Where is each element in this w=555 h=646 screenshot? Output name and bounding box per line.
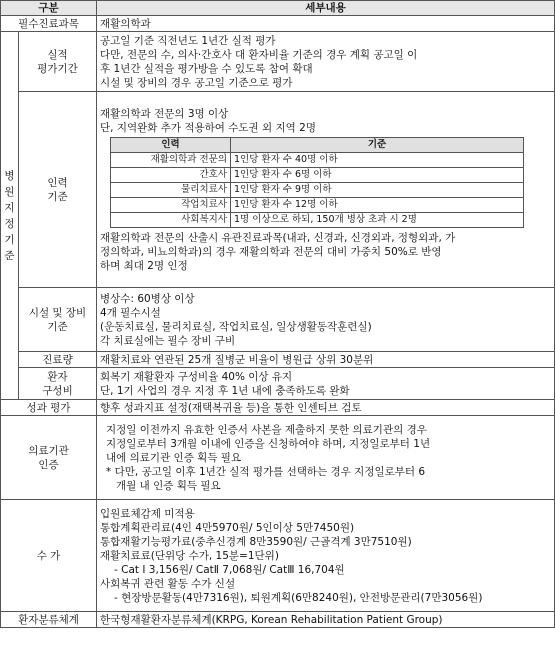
classification-value: 한국형재활환자분류체계(KRPG, Korean Rehabilitation Patient Group): [97, 612, 555, 628]
row-classification: [1, 612, 555, 628]
side-char: 원: [4, 185, 15, 198]
side-char: 정: [4, 217, 15, 230]
row-performance-evaluation: [1, 400, 555, 416]
side-char: 병: [4, 169, 15, 182]
performance-label: 실적 평가기간: [19, 32, 97, 92]
table-row: 간호사 1인당 환자 수 6명 이하: [111, 167, 524, 182]
volume-value: 재활치료와 연관된 25개 질병군 비율이 병원급 상위 30분위: [97, 352, 555, 368]
fees-details: 입원료체감제 미적용 통합계획관리료(4인 4만5970원/ 5인이상 5만7450원) 통합재활기능평가료(중추신경계 8만3590원/ 근골격계 3만7510원) 재활치료료(단위당 수가, 15분=1단위) - Cat Ⅰ 3,156원/ CatⅡ 7,068원/ CatⅢ 16,704원 사회복귀 관련 활동 수가 신설 - 현장방문활동(4만7316원), 퇴원계획(6만8240원), 안전방문관리(7만3056원): [97, 500, 555, 612]
row-fees: [1, 500, 555, 612]
accreditation-details: 지정일 이전까지 유효한 인증서 사본을 제출하지 못한 의료기관의 경우 지정일로부터 3개월 이내에 인증을 신청하여야 하며, 지정일로부터 1년 내에 의료기관 인증 획득 필요 * 다만, 공고일 이후 1년간 실적 평가를 선택하는 경우 지정일로부터 6 개월 내 인증 획득 필요: [97, 416, 555, 500]
staff-details: 재활의학과 전문의 3명 이상 단, 지역완화 추가 적용하여 수도권 외 지역 2명 인력 기준 재활의학과 전문의 1인당 환자 수 40명 이하 간호사 1인당 환자 수 6명 이하 물리치료사 1인당 환자 수 9명 이하 작업치료사 1인당 환자 수 12명 이하 사회복지사 1명 이상으로 하되, 150개 병상 초과 시 2명 재활의학과 전문의 산출시 유관진료과목(내과, 신경과, 신경외과, 정형외과, 가 정의학과, 비뇨의학과)의 경우 재활의학과 전문의 대비 가중치 50%로 반영 하며 최대 2명 인정: [97, 92, 555, 288]
table-row: 재활의학과 전문의 1인당 환자 수 40명 이하: [111, 152, 524, 167]
side-char: 준: [4, 249, 15, 262]
row-treatment-volume: [1, 352, 555, 368]
staff-ratio-table: [110, 137, 524, 228]
sub-header-criteria: 기준: [231, 137, 524, 152]
table-header: [1, 1, 555, 16]
header-category: 구분: [1, 1, 97, 16]
accreditation-label: 의료기관 인증: [1, 416, 97, 500]
table-row: 물리치료사 1인당 환자 수 9명 이하: [111, 182, 524, 197]
hospital-criteria-side-label: [1, 32, 19, 400]
evaluation-label: 성과 평가: [1, 400, 97, 416]
facility-label: 시설 및 장비 기준: [19, 288, 97, 352]
fees-label: 수 가: [1, 500, 97, 612]
sub-header-staff: 인력: [111, 137, 231, 152]
table-row: 작업치료사 1인당 환자 수 12명 이하: [111, 197, 524, 212]
patients-label: 환자 구성비: [19, 368, 97, 400]
row-accreditation: [1, 416, 555, 500]
side-char: 지: [4, 201, 15, 214]
row-staff-criteria: [1, 92, 555, 288]
row-performance-period: [1, 32, 555, 92]
required-subject-label: 필수진료과목: [1, 16, 97, 32]
patients-details: 회복기 재활환자 구성비율 40% 이상 유지 단, 1기 사업의 경우 지정 후 1년 내에 충족하도록 완화: [97, 368, 555, 400]
row-required-subject: [1, 16, 555, 32]
required-subject-value: 재활의학과: [97, 16, 555, 32]
evaluation-value: 향후 성과지표 설정(재택복귀율 등)을 통한 인센티브 검토: [97, 400, 555, 416]
staff-label: 인력 기준: [19, 92, 97, 288]
facility-details: 병상수: 60병상 이상 4개 필수시설 (운동치료실, 물리치료실, 작업치료실, 일상생활동작훈련실) 각 치료실에는 필수 장비 구비: [97, 288, 555, 352]
classification-label: 환자분류체계: [1, 612, 97, 628]
row-patient-composition: [1, 368, 555, 400]
side-char: 기: [4, 233, 15, 246]
volume-label: 진료량: [19, 352, 97, 368]
table-row: 사회복지사 1명 이상으로 하되, 150개 병상 초과 시 2명: [111, 212, 524, 227]
performance-details: 공고일 기준 직전년도 1년간 실적 평가 다만, 전문의 수, 의사·간호사 대 환자비율 기준의 경우 계획 공고일 이 후 1년간 실적을 평가방을 수 있도록 참여 확대 시설 및 장비의 경우 공고일 기준으로 평가: [97, 32, 555, 92]
header-details: 세부내용: [97, 1, 555, 16]
row-facility-criteria: [1, 288, 555, 352]
